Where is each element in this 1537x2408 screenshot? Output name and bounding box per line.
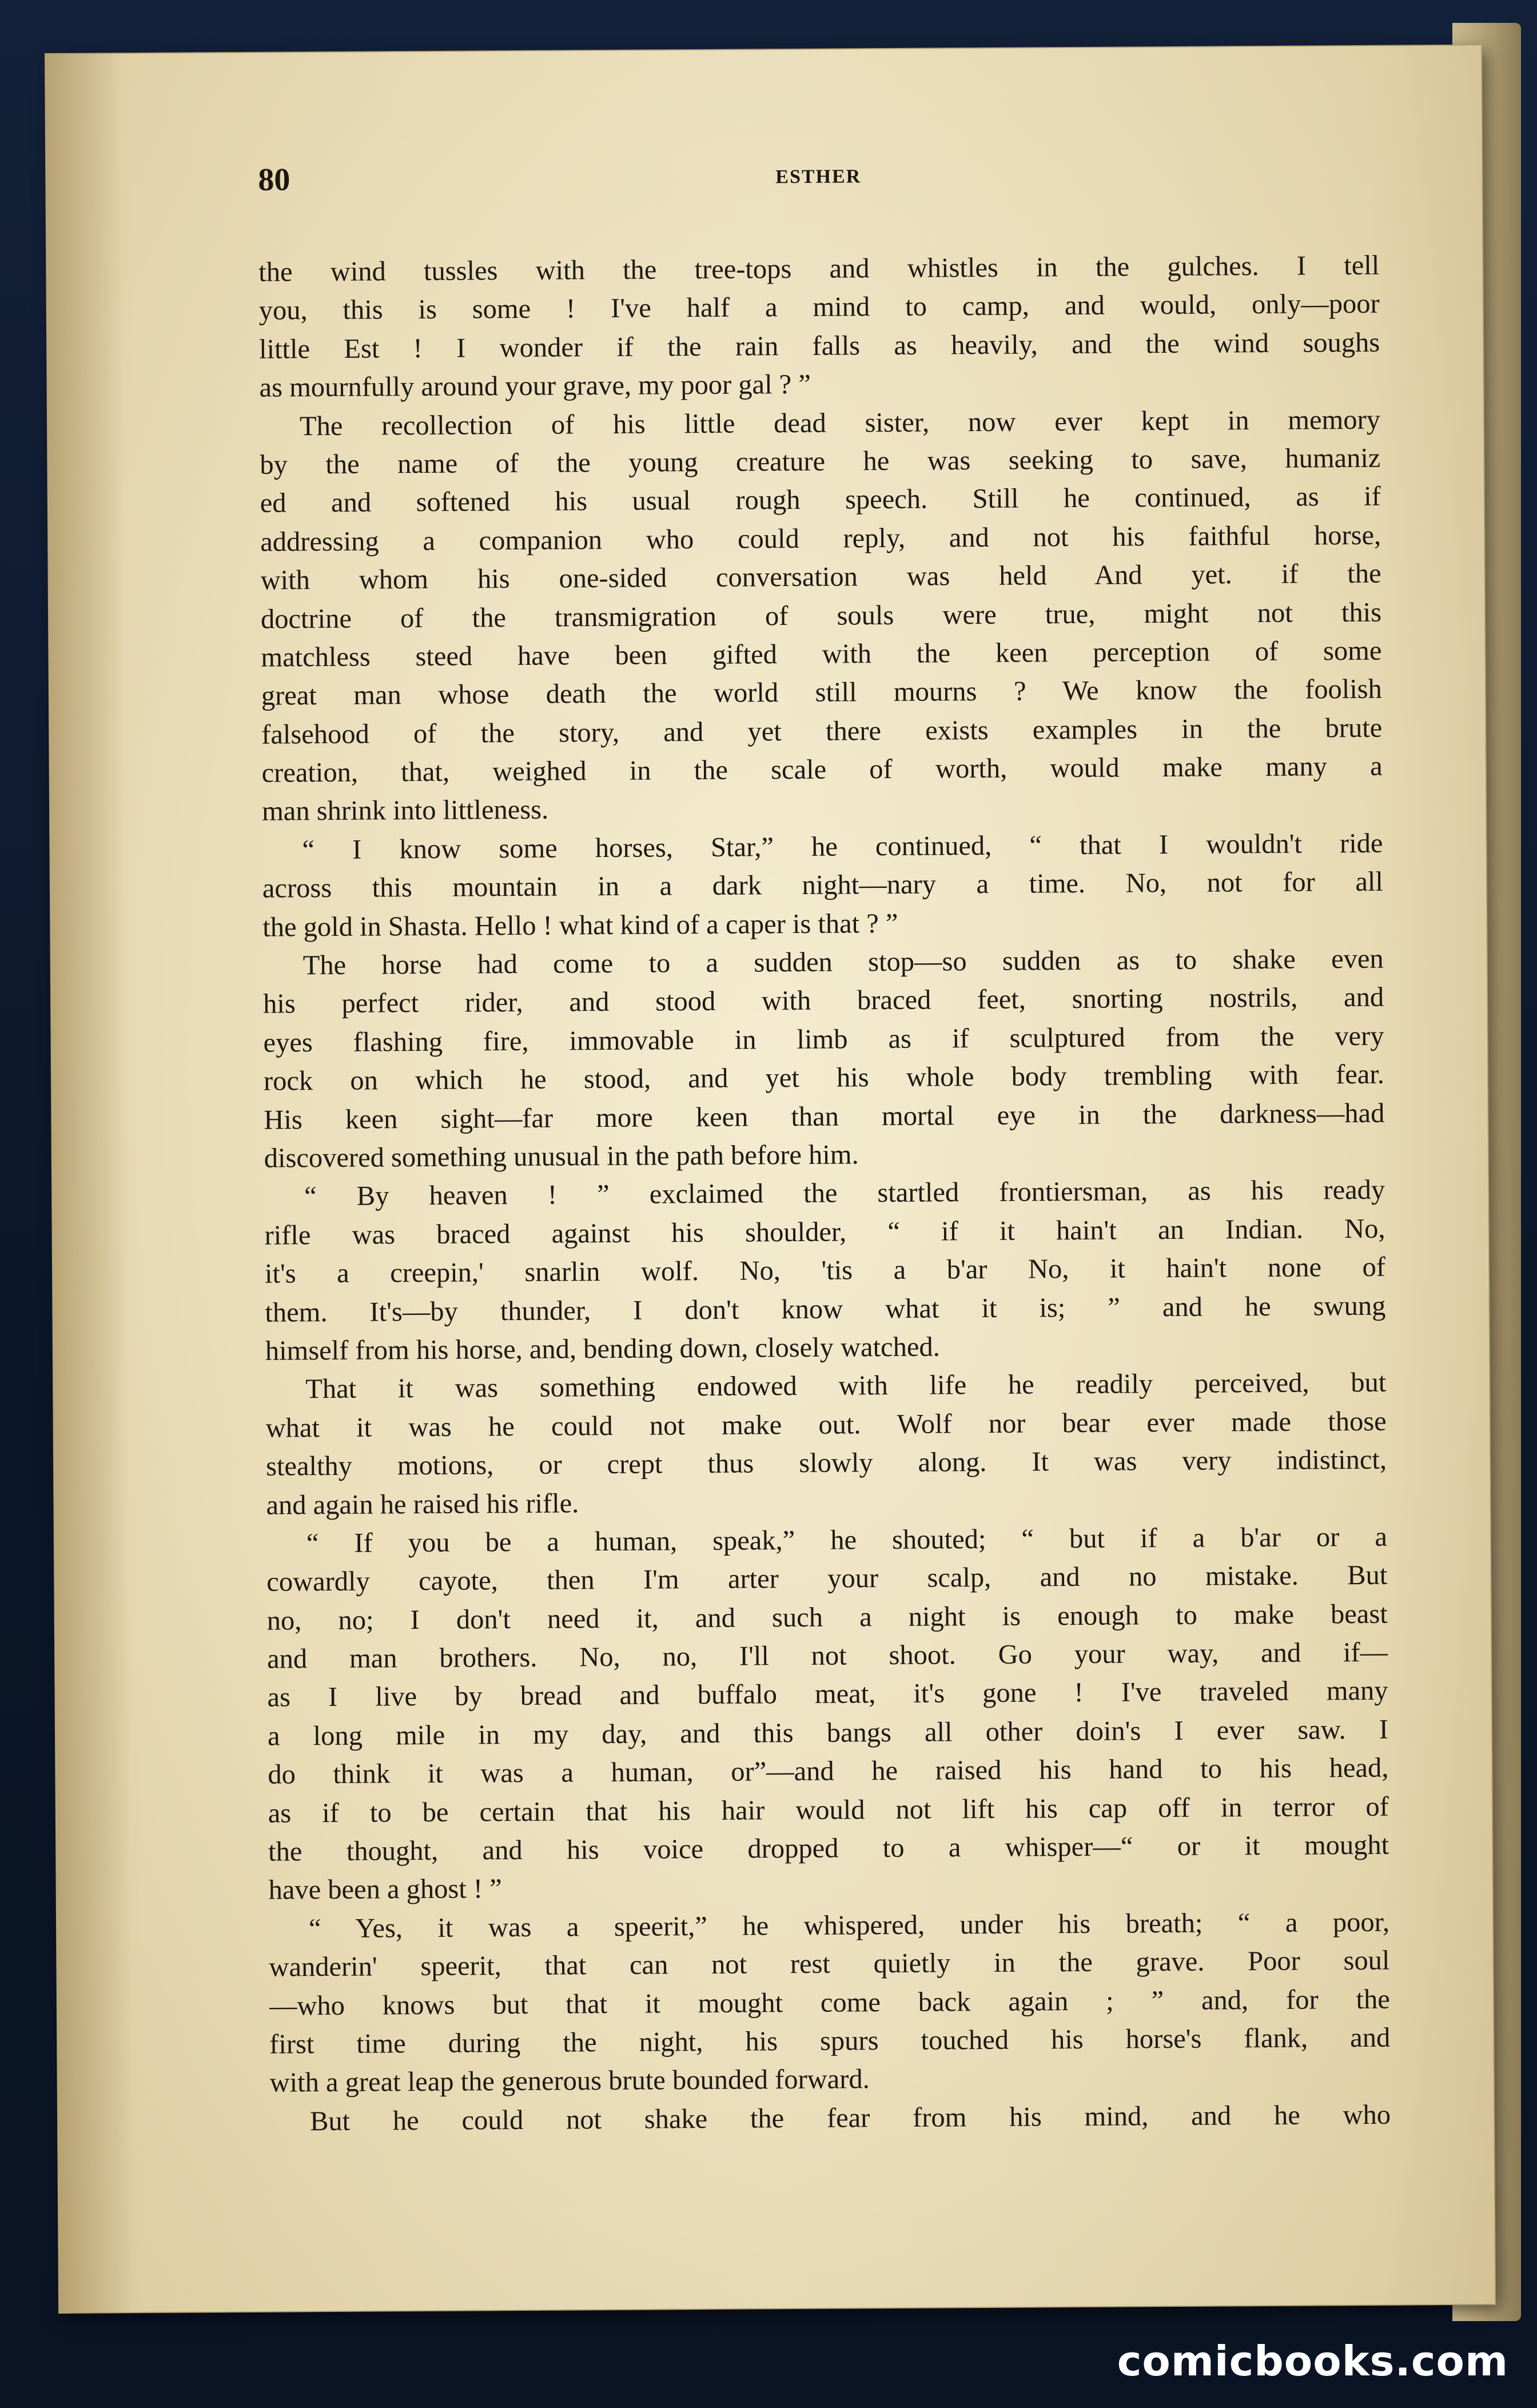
- text-line: great man whose death the world still mourns ? We know the foolish: [261, 674, 1382, 712]
- text-line: discovered something unusual in the path before him.: [264, 1139, 859, 1174]
- text-line: the wind tussles with the tree-tops and whistles in the gulches. I tell: [258, 250, 1380, 288]
- text-line: as mournfully around your grave, my poor gal ? ”: [259, 369, 811, 403]
- running-head: ESTHER: [775, 166, 862, 188]
- book-page: [46, 46, 1495, 2313]
- text-line: them. It's—by thunder, I don't know what it is; ” and he swung: [265, 1290, 1386, 1328]
- text-line: and man brothers. No, no, I'll not shoot. Go your way, and if—: [266, 1637, 1388, 1675]
- text-line: “ If you be a human, speak,” he shouted; “ but if a b'ar or a: [306, 1521, 1388, 1559]
- text-line: as I live by bread and buffalo meat, it's gone ! I've traveled many: [267, 1676, 1388, 1713]
- text-line: matchless steed have been gifted with the keen perception of some: [261, 635, 1382, 673]
- text-line: the gold in Shasta. Hello ! what kind of a caper is that ? ”: [262, 908, 898, 943]
- page-header: [258, 155, 1379, 208]
- text-line: by the name of the young creature he was seeking to save, humaniz: [260, 442, 1381, 480]
- gutter-shadow: [46, 54, 134, 2313]
- text-line: as if to be certain that his hair would not lift his cap off in terror of: [268, 1791, 1389, 1829]
- text-line: stealthy motions, or crept thus slowly along. It was very indistinct,: [265, 1444, 1387, 1482]
- text-line: cowardly cayote, then I'm arter your scalp, and no mistake. But: [266, 1560, 1388, 1597]
- text-line: creation, that, weighed in the scale of worth, would make many a: [261, 751, 1383, 788]
- text-line: “ I know some horses, Star,” he continued, “ that I wouldn't ride: [302, 828, 1383, 866]
- text-line: you, this is some ! I've half a mind to camp, and would, only—poor: [258, 289, 1380, 326]
- text-line: first time during the night, his spurs touched his horse's flank, and: [269, 2022, 1391, 2060]
- text-line: —who knows but that it mought come back again ; ” and, for the: [269, 1984, 1390, 2022]
- text-line: man shrink into littleness.: [261, 795, 549, 827]
- text-line: But he could not shake the fear from his mind, and he who: [309, 2099, 1391, 2136]
- text-line: His keen sight—far more keen than mortal eye in the darkness—had: [264, 1098, 1385, 1135]
- text-line: have been a ghost ! ”: [268, 1873, 502, 1906]
- text-line: a long mile in my day, and this bangs all other doin's I ever saw. I: [267, 1714, 1389, 1752]
- text-line: his perfect rider, and stood with braced feet, snorting nostrils, and: [262, 982, 1384, 1020]
- text-line: and again he raised his rifle.: [266, 1488, 579, 1521]
- text-line: the thought, and his voice dropped to a whisper—“ or it mought: [268, 1829, 1389, 1867]
- text-line: The horse had come to a sudden stop—so sudden as to shake even: [302, 943, 1384, 981]
- text-line: “ By heaven ! ” exclaimed the startled frontiersman, as his ready: [304, 1175, 1385, 1212]
- text-line: “ Yes, it was a speerit,” he whispered, under his breath; “ a poor,: [308, 1907, 1390, 1944]
- page-number: 80: [258, 162, 290, 198]
- text-line: no, no; I don't need it, and such a night is enough to make beast: [266, 1598, 1388, 1636]
- text-line: do think it was a human, or”—and he raised his hand to his head,: [268, 1752, 1389, 1790]
- text-line: ed and softened his usual rough speech. Still he continued, as if: [260, 481, 1381, 519]
- text-line: eyes flashing fire, immovable in limb as if sculptured from the very: [263, 1020, 1384, 1058]
- text-line: That it was something endowed with life he readily perceived, but: [305, 1368, 1387, 1405]
- text-line: The recollection of his little dead sister, now ever kept in memory: [299, 404, 1381, 441]
- text-line: doctrine of the transmigration of souls were true, might not this: [260, 597, 1382, 635]
- site-watermark: comicbooks.com: [1117, 2337, 1508, 2385]
- text-line: it's a creepin,' snarlin wolf. No, 'tis a b'ar No, it hain't none of: [264, 1251, 1386, 1289]
- text-line: rock on which he stood, and yet his whole body trembling with fear.: [263, 1059, 1385, 1097]
- body-text: [258, 246, 1391, 2141]
- text-line: addressing a companion who could reply, and not his faithful horse,: [260, 520, 1381, 557]
- text-line: himself from his horse, and, bending down, closely watched.: [265, 1331, 940, 1366]
- text-line: falsehood of the story, and yet there exists examples in the brute: [261, 712, 1383, 750]
- text-line: rifle was braced against his shoulder, “ if it hain't an Indian. No,: [264, 1213, 1385, 1251]
- text-line: with a great leap the generous brute bounded forward.: [269, 2064, 870, 2099]
- text-line: across this mountain in a dark night—nary a time. No, not for all: [262, 866, 1384, 904]
- text-line: wanderin' speerit, that can not rest quietly in the grave. Poor soul: [269, 1945, 1390, 1983]
- text-line: what it was he could not make out. Wolf nor bear ever made those: [265, 1406, 1387, 1444]
- text-line: little Est ! I wonder if the rain falls as heavily, and the wind soughs: [258, 327, 1380, 365]
- text-line: with whom his one-sided conversation was held And yet. if the: [260, 558, 1381, 596]
